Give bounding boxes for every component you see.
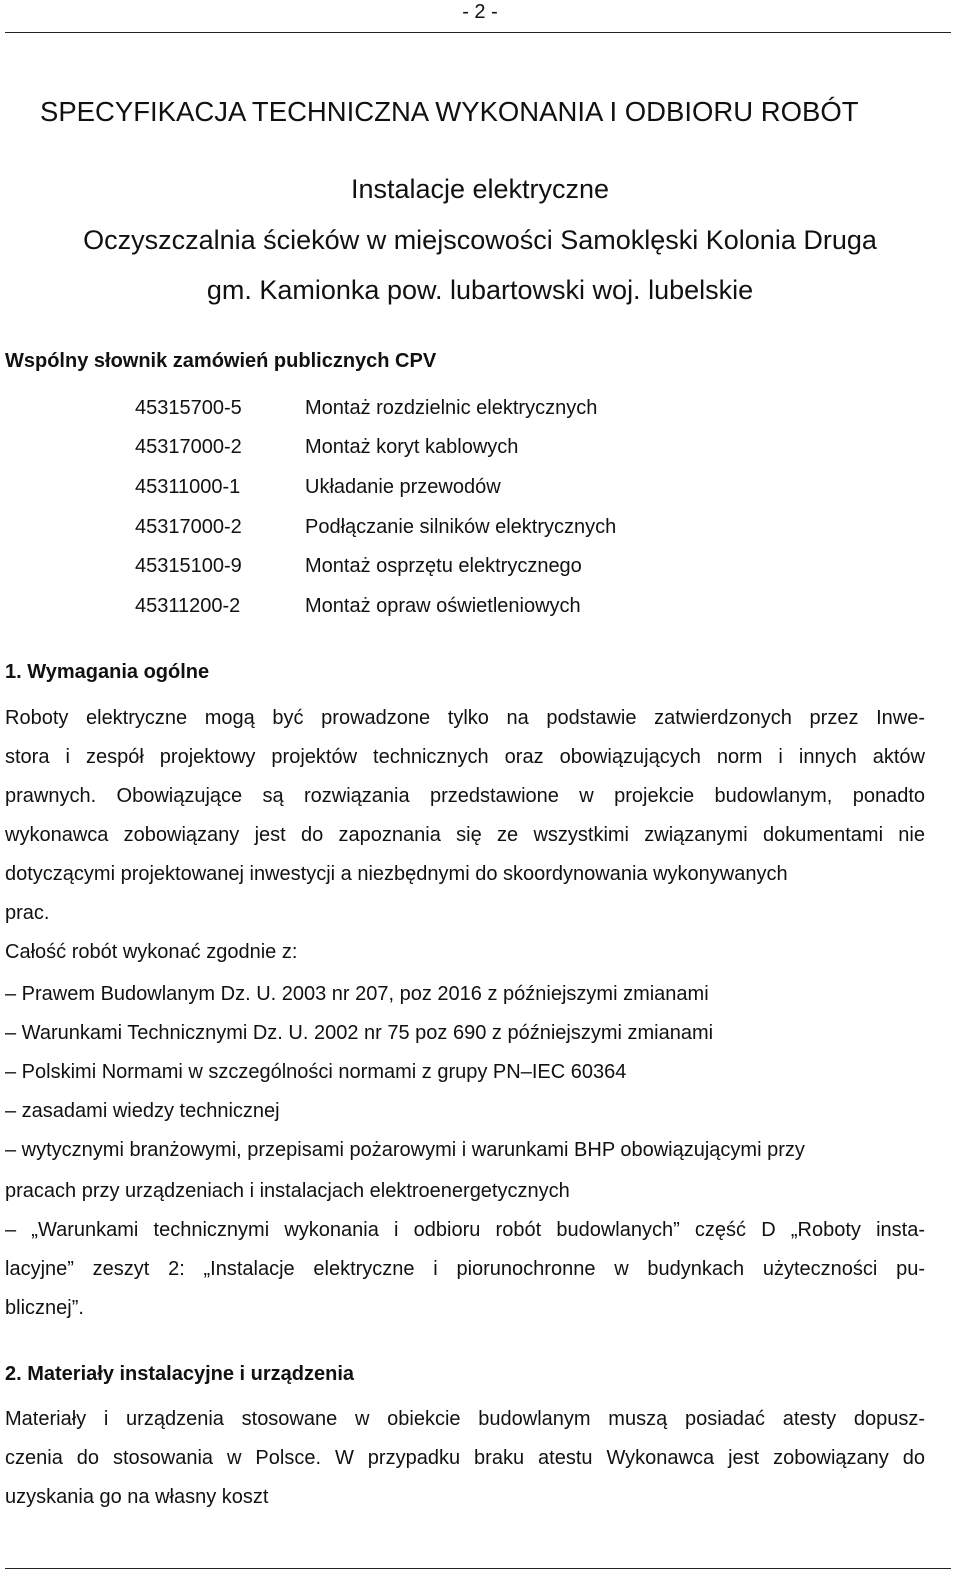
- section-2-heading: 2. Materiały instalacyjne i urządzenia: [5, 1363, 355, 1385]
- list-item-continuation: pracach przy urządzeniach i instalacjach elektroenergetycznych: [5, 1180, 570, 1202]
- list-item-continuation: blicznej”.: [5, 1297, 84, 1319]
- cpv-item: [0, 435, 960, 459]
- paragraph-line: prawnych. Obowiązujące są rozwiązania przedstawione w projekcie budowlanym, ponadto: [5, 785, 925, 807]
- cpv-description: Montaż koryt kablowych: [305, 436, 519, 458]
- cpv-code: 45311200-2: [135, 595, 241, 617]
- cpv-description: Montaż rozdzielnic elektrycznych: [305, 397, 598, 419]
- cpv-description: Montaż osprzętu elektrycznego: [305, 555, 582, 577]
- cpv-description: Podłączanie silników elektrycznych: [305, 516, 617, 538]
- document-title: SPECYFIKACJA TECHNICZNA WYKONANIA I ODBIORU ROBÓT: [40, 96, 859, 127]
- footer-divider: [5, 1568, 951, 1569]
- list-item: – „Warunkami technicznymi wykonania i odbioru robót budowlanych” część D „Roboty insta-: [5, 1219, 925, 1241]
- section-1-heading: 1. Wymagania ogólne: [5, 661, 210, 683]
- cpv-item: [0, 396, 960, 420]
- paragraph-line: Materiały i urządzenia stosowane w obiekcie budowlanym muszą posiadać atesty dopusz-: [5, 1408, 925, 1430]
- cpv-description: Montaż opraw oświetleniowych: [305, 595, 581, 617]
- paragraph-line: Całość robót wykonać zgodnie z:: [5, 941, 298, 963]
- cpv-code: 45315700-5: [135, 397, 242, 419]
- paragraph-line: wykonawca zobowiązany jest do zapoznania się ze wszystkimi związanymi dokumentami nie: [5, 824, 925, 846]
- cpv-item: [0, 475, 960, 499]
- list-item-continuation: lacyjne” zeszyt 2: „Instalacje elektryczne i piorunochronne w budynkach użyteczności pu-: [5, 1258, 925, 1280]
- paragraph-line: dotyczącymi projektowanej inwestycji a niezbędnymi do skoordynowania wykonywanych: [5, 863, 788, 885]
- page-number: - 2 -: [462, 1, 498, 23]
- list-item: – Prawem Budowlanym Dz. U. 2003 nr 207, poz 2016 z późniejszymi zmianami: [5, 983, 709, 1005]
- list-item: – zasadami wiedzy technicznej: [5, 1100, 280, 1122]
- list-item: – Warunkami Technicznymi Dz. U. 2002 nr 75 poz 690 z późniejszymi zmianami: [5, 1022, 714, 1044]
- cpv-code: 45317000-2: [135, 516, 242, 538]
- cpv-item: [0, 594, 960, 618]
- cpv-heading: Wspólny słownik zamówień publicznych CPV: [5, 350, 437, 372]
- list-item: – Polskimi Normami w szczególności normami z grupy PN–IEC 60364: [5, 1061, 627, 1083]
- paragraph-line: czenia do stosowania w Polsce. W przypadku braku atestu Wykonawca jest zobowiązany do: [5, 1447, 925, 1469]
- cpv-code: 45311000-1: [135, 476, 241, 498]
- cpv-description: Układanie przewodów: [305, 476, 501, 498]
- header-divider: [5, 32, 951, 33]
- document-subtitle-line-2: Oczyszczalnia ścieków w miejscowości Samoklęski Kolonia Druga: [83, 225, 877, 255]
- cpv-item: [0, 515, 960, 539]
- paragraph-line: uzyskania go na własny koszt: [5, 1486, 269, 1508]
- cpv-code: 45317000-2: [135, 436, 242, 458]
- document-subtitle-line-3: gm. Kamionka pow. lubartowski woj. lubelskie: [206, 275, 754, 305]
- document-subtitle-line-1: Instalacje elektryczne: [350, 174, 610, 204]
- list-item: – wytycznymi branżowymi, przepisami pożarowymi i warunkami BHP obowiązującymi przy: [5, 1139, 805, 1161]
- paragraph-line: Roboty elektryczne mogą być prowadzone tylko na podstawie zatwierdzonych przez Inwe-: [5, 707, 925, 729]
- cpv-code: 45315100-9: [135, 555, 242, 577]
- paragraph-line: stora i zespół projektowy projektów technicznych oraz obowiązujących norm i innych aktów: [5, 746, 925, 768]
- paragraph-line: prac.: [5, 902, 50, 924]
- cpv-item: [0, 554, 960, 578]
